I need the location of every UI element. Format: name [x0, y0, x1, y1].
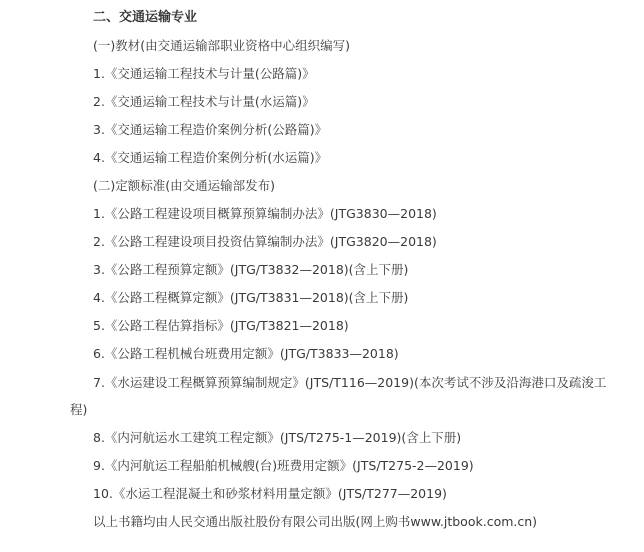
standard-item-4: 4.《公路工程概算定额》(JTG/T3831—2018)(含上下册): [93, 290, 409, 305]
standard-item-5: 5.《公路工程估算指标》(JTG/T3821—2018): [93, 318, 349, 333]
standard-item-7: 7.《水运建设工程概算预算编制规定》(JTS/T116—2019)(本次考试不涉及沿海港口及疏浚工: [93, 375, 607, 390]
textbook-item-3: 3.《交通运输工程造价案例分析(公路篇)》: [93, 122, 328, 137]
textbook-item-4: 4.《交通运输工程造价案例分析(水运篇)》: [93, 150, 328, 165]
standard-item-3: 3.《公路工程预算定额》(JTG/T3832—2018)(含上下册): [93, 262, 409, 277]
standard-item-6: 6.《公路工程机械台班费用定额》(JTG/T3833—2018): [93, 346, 399, 361]
standards-title: (二)定额标准(由交通运输部发布): [93, 178, 276, 193]
standard-item-8: 8.《内河航运水工建筑工程定额》(JTS/T275-1—2019)(含上下册): [93, 430, 462, 445]
standard-item-7-continuation: 程): [70, 402, 88, 417]
publisher-note: 以上书籍均由人民交通出版社股份有限公司出版(网上购书www.jtbook.com.cn): [93, 514, 538, 529]
standard-item-2: 2.《公路工程建设项目投资估算编制办法》(JTG3820—2018): [93, 234, 437, 249]
textbook-item-2: 2.《交通运输工程技术与计量(水运篇)》: [93, 94, 315, 109]
standard-item-9: 9.《内河航运工程船舶机械艘(台)班费用定额》(JTS/T275-2—2019): [93, 458, 474, 473]
standard-item-1: 1.《公路工程建设项目概算预算编制办法》(JTG3830—2018): [93, 206, 437, 221]
textbooks-title: (一)教材(由交通运输部职业资格中心组织编写): [93, 38, 351, 53]
textbook-item-1: 1.《交通运输工程技术与计量(公路篇)》: [93, 66, 315, 81]
standard-item-10: 10.《水运工程混凝土和砂浆材料用量定额》(JTS/T277—2019): [93, 486, 447, 501]
section-heading: 二、交通运输专业: [93, 10, 198, 25]
